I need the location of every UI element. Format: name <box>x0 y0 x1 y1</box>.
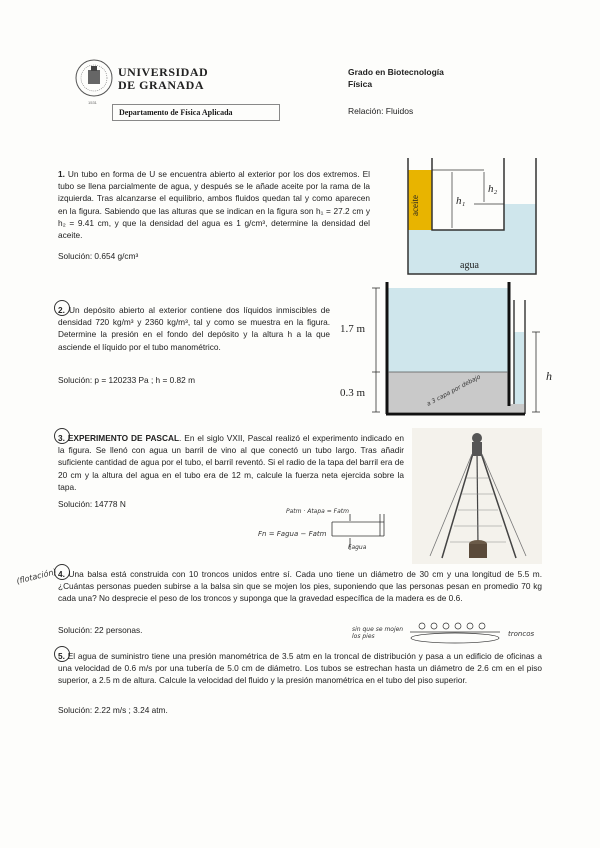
hand-fagua: Fagua <box>348 544 367 551</box>
hand-fnet: Fn = Fagua − Fatm <box>258 530 327 538</box>
solution-4: Solución: 22 personas. <box>58 625 143 635</box>
problem-text: El agua de suministro tiene una presión manométrica de 3.5 atm en la troncal de distribución y pasa a un edificio de oficinas a una velocidad de 0.6 m/s por una tubería de 5.0 cm de diámetro. Los tubos se estrechan hasta un diámetro de 2.6 cm en el piso superior, a 2.5 m de altura. Calcule la velocidad del fluido y la presión manométrica en el tubo del piso superior. <box>58 651 542 686</box>
problem-4 <box>58 568 542 605</box>
hand-pies-note: sin que se mojen los pies <box>352 626 404 640</box>
h1-label: h₁ <box>456 195 466 207</box>
problem-3 <box>58 432 404 493</box>
problem-number: 3. <box>58 433 65 443</box>
solution-2: Solución: p = 120233 Pa ; h = 0.82 m <box>58 375 195 385</box>
problem-text: Una balsa está construida con 10 troncos unidos entre sí. Cada uno tiene un diámetro de 30 cm y una longitud de 5.5 m. ¿Cuántas personas pueden subirse a la balsa sin que se mojen los pies, suponiendo que las personas pesan en promedio 70 kg cada una? No desprecie el peso de los troncos y suponga que la gravedad específica de la madera es de 0.6. <box>58 569 542 604</box>
u-tube-figure <box>404 158 540 278</box>
handwritten-note: a 3 capa por debajo <box>425 373 482 408</box>
university-name: UNIVERSIDAD DE GRANADA <box>118 65 209 92</box>
problem-1 <box>58 168 370 241</box>
relation: Relación: Fluidos <box>348 106 414 116</box>
university-seal <box>74 58 114 98</box>
subject: Física <box>348 79 373 89</box>
solution-3: Solución: 14778 N <box>58 499 126 509</box>
hand-troncos: troncos <box>508 630 535 638</box>
problem-number: 5. <box>58 651 65 661</box>
raft-sketch <box>408 616 504 646</box>
header-right <box>348 66 444 116</box>
solution-5: Solución: 2.22 m/s ; 3.24 atm. <box>58 705 168 715</box>
problem-number: 4. <box>58 569 65 579</box>
problem-text: Un tubo en forma de U se encuentra abierto al exterior por los dos extremos. El tubo se llena parcialmente de agua, y después se le añade aceite por la rama de la izquierda. Tras alcanzarse el equilibrio, ambos fluidos quedan tal y como aparecen en la figura. Sabiendo que las alturas que se indican en la figura son h₁ = 27.2 cm y h₂ = 9.41 cm, y que la densidad del agua es 1 g/cm³, determine la densidad del aceite. <box>58 169 370 241</box>
h2-label: h₂ <box>488 183 498 195</box>
hand-flotacion: (flotación) <box>15 567 58 586</box>
logo-year: 1531 <box>88 100 97 105</box>
pascal-barrel-illustration <box>412 428 542 564</box>
top-height-label: 1.7 m <box>340 323 366 335</box>
tank-figure <box>340 280 560 420</box>
hand-fatm: Patm · Atapa = Fatm <box>286 508 349 515</box>
problem-2 <box>58 304 330 353</box>
problem-text: . En el siglo VXII, Pascal realizó el experimento indicado en la figura. Se llenó con agua un barril de vino al que conectó un tubo largo. Tras añadir suficiente cantidad de agua por el tubo, el barril reventó. Si el radio de la tapa del barril era de 20 cm y la altura del agua en el tubo era de 12 m, calcule la fuerza neta ejercida sobre la tapa. <box>58 433 405 492</box>
problem-text: Un depósito abierto al exterior contiene dos líquidos inmiscibles de densidad 720 kg/m³ y 2360 kg/m³, tal y como se muestra en la figura. Determine la presión en el fondo del depósito y la altura h a la que asciende el líquido por el tubo manométrico. <box>58 305 330 352</box>
bottom-height-label: 0.3 m <box>340 387 366 399</box>
hand-sketch <box>328 512 388 552</box>
solution-1: Solución: 0.654 g/cm³ <box>58 251 139 261</box>
problem-number: 1. <box>58 169 65 179</box>
problem-title: EXPERIMENTO DE PASCAL <box>67 433 180 443</box>
department-box: Departamento de Física Aplicada <box>112 104 280 121</box>
water-label: agua <box>460 260 479 271</box>
oil-label: aceite <box>410 195 420 216</box>
problem-5 <box>58 650 542 687</box>
h-label: h <box>546 369 552 383</box>
problem-number: 2. <box>58 305 65 315</box>
degree: Grado en Biotecnología <box>348 67 444 77</box>
